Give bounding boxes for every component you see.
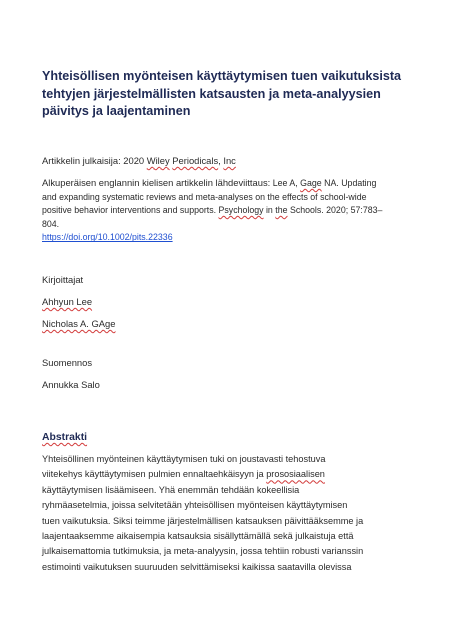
citation-line-2: and expanding systematic reviews and meta-analyses on the effects of school-wide (42, 191, 367, 202)
abstract-line-3: käyttäytymisen lisäämiseen. Yhä enemmän tehdään kokeellisia (42, 484, 300, 495)
abstract-line-1: Yhteisöllinen myönteinen käyttäytymisen tuki on joustavasti tehostuva (42, 454, 326, 464)
citation-authors: Lee A, (270, 178, 301, 188)
abstract-prososiaalisen: prososiaalisen (266, 469, 325, 480)
citation-line1-rest: NA. Updating (321, 178, 377, 188)
abstract-line-2 (42, 467, 414, 482)
document-title (42, 68, 422, 121)
source-citation (42, 176, 422, 245)
publisher-periodicals: Periodicals (172, 155, 219, 166)
abstract-line-5: tuen vaikutuksia. Siksi teimme järjestelmällisen katsauksen päivittääksemme ja (42, 515, 364, 526)
author-1-name: Ahhyun Lee (42, 296, 93, 307)
title-line-2: tehtyjen järjestelmällisten katsausten ja meta-analyysien (42, 86, 381, 101)
publication-prefix: Artikkelin julkaisija: 2020 (42, 155, 147, 166)
authors-heading: Kirjoittajat (42, 274, 84, 285)
author-1 (42, 296, 92, 307)
publisher-inc: Inc (223, 155, 236, 166)
doi-link[interactable]: https://doi.org/10.1002/pits.22336 (42, 232, 173, 243)
author-2-name: Nicholas A. GAge (42, 318, 116, 329)
citation-line-4: 804. (42, 218, 60, 229)
translator-name: Annukka Salo (42, 379, 100, 390)
citation-line3-pre: positive behavior interventions and supports. (42, 205, 219, 216)
abstract-line-4: ryhmäasetelmia, joissa selvitetään yhteisöllisen myönteisen käyttäytymisen (42, 500, 348, 511)
publication-line: Artikkelin julkaisija: 2020 Wiley Periodicals, Inc (42, 155, 236, 166)
citation-line3-mid: in (263, 205, 276, 216)
citation-the: the (275, 205, 288, 216)
title-line-3: päivitys ja laajentaminen (42, 104, 191, 118)
abstract-heading: Abstrakti (42, 432, 88, 443)
abstract-body (42, 452, 414, 575)
citation-line3-post: Schools. 2020; 57:783– (287, 205, 383, 216)
abstract-line-2-text: viitekehys käyttäytymisen pulmien ennaltaehkäisyyn ja (42, 469, 267, 480)
author-2 (42, 318, 115, 329)
citation-label: Alkuperäisen englannin kielisen artikkelin lähdeviittaus: (42, 177, 271, 188)
abstract-line-8: estimointi vaikutuksen suuruuden selvittämiseksi kaikissa saatavilla olevissa (42, 561, 352, 572)
citation-gage: Gage (300, 178, 322, 188)
abstract-line-6: laajentaaksemme aikaisempia katsauksia sisällyttämällä sekä julkaistuja että (42, 531, 354, 542)
publisher-wiley: Wiley (146, 155, 170, 166)
citation-psychology: Psychology (218, 205, 264, 216)
translation-heading: Suomennos (42, 357, 93, 368)
title-line-1: Yhteisöllisen myönteisen käyttäytymisen tuen vaikutuksista (42, 69, 402, 83)
abstract-line-7: julkaisemattomia tutkimuksia, ja meta-analyysin, jossa tehtiin robusti varianssin (42, 546, 364, 557)
